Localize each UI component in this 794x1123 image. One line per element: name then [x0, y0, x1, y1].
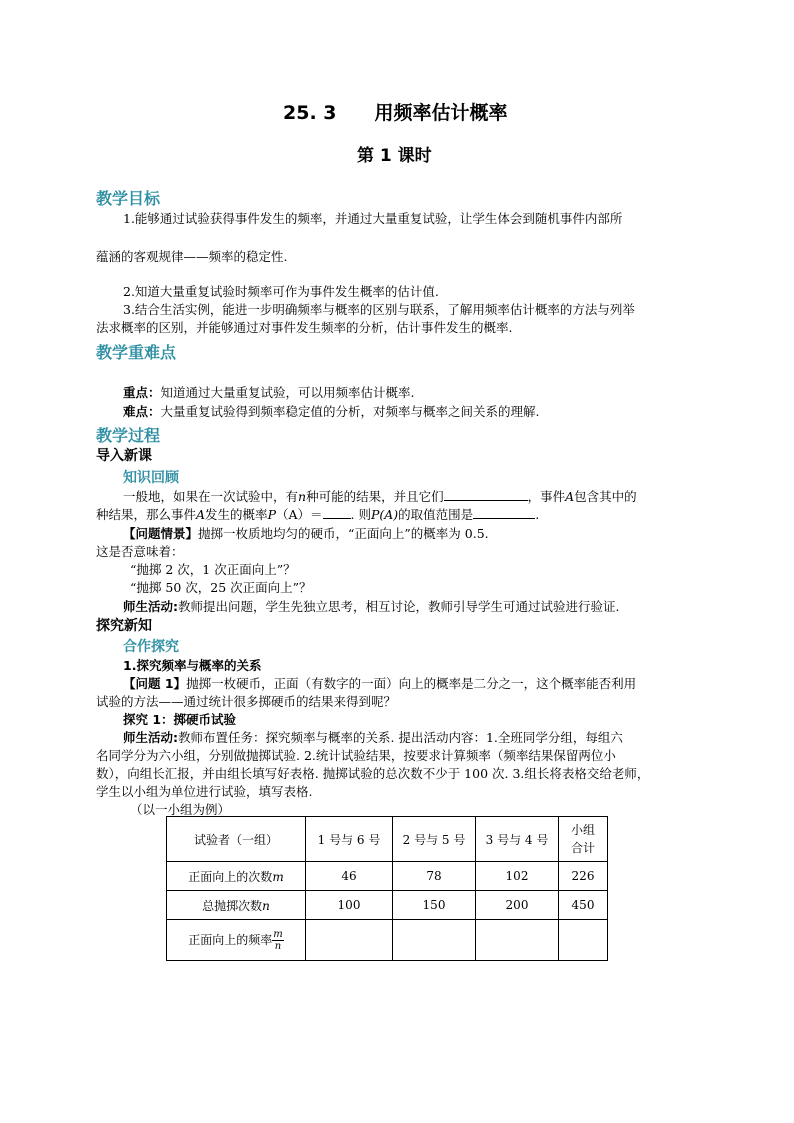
question-1: “抛掷 2 次，1 次正面向上”？	[130, 562, 296, 577]
example-note: （以一小组为例）	[130, 802, 231, 817]
table-cell: 78	[393, 862, 476, 891]
review-line-1	[123, 487, 637, 506]
table-cell: 150	[393, 891, 476, 920]
fraction-denominator: n	[274, 940, 282, 952]
row2-var: n	[262, 898, 270, 913]
table-row3-label	[167, 920, 306, 961]
explore-1-title: 探究 1：掷硬币试验	[123, 712, 237, 727]
review-text-e: 种结果，那么事件	[96, 507, 197, 522]
table-row	[167, 920, 608, 961]
row1-label-text: 正面向上的次数	[188, 869, 273, 884]
table-cell: 46	[306, 862, 393, 891]
table-cell-empty[interactable]	[559, 920, 608, 961]
table-row	[167, 891, 608, 920]
review-text-h: . 则	[350, 507, 371, 522]
goals-heading: 教学目标	[96, 189, 161, 208]
goal-1-line-2: 蕴涵的客观规律——频率的稳定性.	[96, 249, 288, 264]
problem-1-label: 【问题 1】	[123, 676, 187, 691]
row3-label-text: 正面向上的频率	[188, 932, 273, 947]
activity-2-text-1: 教师布置任务：探究频率与概率的关系. 提出活动内容：1.全班同学分组，每组六	[178, 730, 623, 745]
table-cell: 100	[306, 891, 393, 920]
activity-2-label: 师生活动:	[123, 730, 178, 745]
table-cell: 102	[476, 862, 559, 891]
key-point	[123, 383, 415, 402]
coin-toss-table	[166, 816, 608, 961]
keypoints-heading: 教学重难点	[96, 343, 177, 362]
table-header-col4	[559, 817, 608, 862]
table-cell-empty[interactable]	[393, 920, 476, 961]
review-text-d: 包含其中的	[574, 489, 637, 504]
activity-1-label: 师生活动:	[123, 599, 178, 614]
table-header-col1: 1 号与 6 号	[306, 817, 393, 862]
problem-1-line-2: 试验的方法——通过统计很多掷硬币的结果来得到呢？	[96, 694, 397, 709]
review-var-n: n	[298, 489, 307, 504]
intro-heading: 导入新课	[96, 448, 152, 464]
activity-2-line-4: 学生以小组为单位进行试验，填写表格.	[96, 784, 313, 799]
review-heading: 知识回顾	[123, 470, 179, 486]
meaning-text: 这是否意味着：	[96, 544, 184, 559]
activity-2-line-2: 名同学分为六小组，分别做抛掷试验. 2.统计试验结果，按要求计算频率（频率结果保留两位小	[96, 748, 616, 763]
activity-2-line-3: 数），向组长汇报，并由组长填写好表格. 抛掷试验的总次数不少于 100 次. 3.组长将表格交给老师，	[96, 766, 650, 781]
goal-3-line-1: 3.结合生活实例，能进一步明确频率与概率的区别与联系，了解用频率估计概率的方法与列举	[123, 302, 635, 317]
scenario	[123, 524, 489, 543]
difficulty-text: 大量重复试验得到频率稳定值的分析，对频率与概率之间关系的理解.	[160, 404, 540, 419]
table-cell: 450	[559, 891, 608, 920]
table-header-col2: 2 号与 5 号	[393, 817, 476, 862]
page-title: 25. 3 用频率估计概率	[283, 102, 508, 124]
review-text-i: 的取值范围是	[398, 507, 474, 522]
table-cell-empty[interactable]	[306, 920, 393, 961]
table-row1-label	[167, 862, 306, 891]
difficulty-label: 难点：	[123, 404, 161, 419]
table-header-col4-line2: 合计	[570, 841, 595, 855]
table-row	[167, 862, 608, 891]
sub-heading-1: 1.探究频率与概率的关系	[123, 658, 262, 673]
review-text-b: 种可能的结果，并且它们	[306, 489, 444, 504]
activity-1	[123, 597, 619, 616]
table-cell: 200	[476, 891, 559, 920]
scenario-label: 【问题情景】	[123, 526, 199, 541]
blank-1[interactable]	[444, 488, 528, 501]
review-var-a-2: A	[196, 507, 206, 522]
goal-2: 2.知道大量重复试验时频率可作为事件发生概率的估计值.	[123, 284, 439, 299]
review-text-a: 一般地，如果在一次试验中，有	[123, 489, 299, 504]
key-point-text: 知道通过大量重复试验，可以用频率估计概率.	[160, 385, 415, 400]
frequency-fraction	[272, 929, 283, 952]
table-row2-label	[167, 891, 306, 920]
problem-1-text: 抛掷一枚硬币，正面（有数字的一面）向上的概率是二分之一，这个概率能否利用	[186, 676, 637, 691]
review-text-f: 发生的概率	[205, 507, 268, 522]
review-line-2: 种结果，那么事件A发生的概率P（A）＝ . 则P(A)的取值范围是 .	[96, 507, 540, 522]
review-expr-pa: P(A)	[370, 507, 399, 522]
goal-3-line-2: 法求概率的区别，并能够通过对事件发生频率的分析，估计事件发生的概率.	[96, 320, 513, 335]
problem-1-line-1	[123, 674, 636, 693]
activity-2-line-1	[123, 728, 623, 747]
review-var-a: A	[565, 489, 575, 504]
table-header-col3: 3 号与 4 号	[476, 817, 559, 862]
row1-var: m	[272, 869, 284, 884]
page-subtitle: 第 1 课时	[357, 146, 432, 166]
goal-1-line-1: 1.能够通过试验获得事件发生的频率，并通过大量重复试验，让学生体会到随机事件内部所	[123, 211, 623, 226]
table-header-row	[167, 817, 608, 862]
explore-heading: 探究新知	[96, 618, 152, 634]
review-text-g: （A）＝	[275, 507, 323, 522]
question-2: “抛掷 50 次，25 次正面向上”？	[130, 580, 312, 595]
key-point-label: 重点：	[123, 385, 161, 400]
blank-3[interactable]	[473, 506, 535, 519]
fraction-numerator: m	[273, 928, 283, 940]
scenario-text: 抛掷一枚质地均匀的硬币，“正面向上”的概率为 0.5.	[198, 526, 489, 541]
activity-1-text: 教师提出问题，学生先独立思考，相互讨论，教师引导学生可通过试验进行验证.	[178, 599, 620, 614]
table-cell-empty[interactable]	[476, 920, 559, 961]
review-text-c: ，事件	[527, 489, 566, 504]
row2-label-text: 总抛掷次数	[202, 898, 263, 913]
process-heading: 教学过程	[96, 426, 161, 445]
table-header-label: 试验者（一组）	[167, 817, 306, 862]
review-var-p: P	[267, 507, 276, 522]
blank-2[interactable]	[323, 506, 351, 519]
table-header-col4-line1: 小组	[570, 823, 595, 837]
coop-heading: 合作探究	[123, 639, 179, 655]
table-cell: 226	[559, 862, 608, 891]
difficulty-point	[123, 402, 540, 421]
